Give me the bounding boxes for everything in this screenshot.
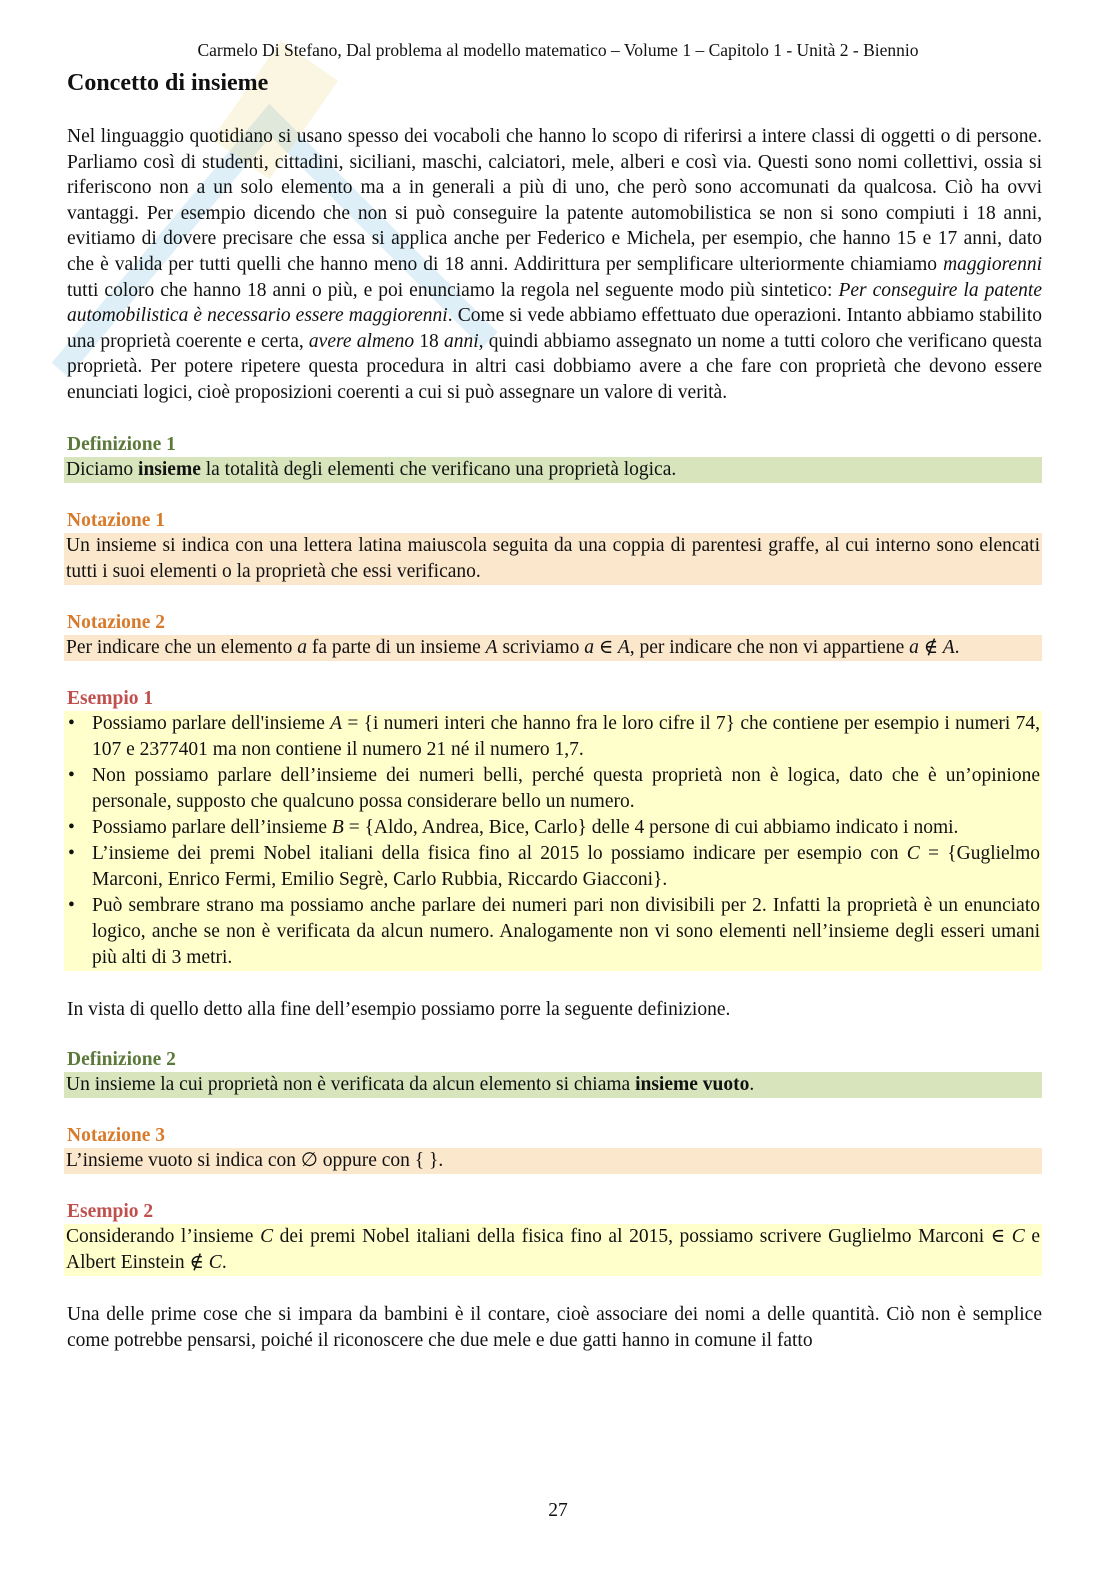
notation-2-box: Per indicare che un elemento a fa parte di un insieme A scriviamo a ∈ A, per indicare che non vi appartiene a ∉ A. — [64, 635, 1042, 661]
notation-3-box: L’insieme vuoto si indica con ∅ oppure con { }. — [64, 1148, 1042, 1174]
definition-1-label: Definizione 1 — [67, 433, 176, 455]
page-body — [67, 68, 1042, 1353]
notation-2-label: Notazione 2 — [67, 611, 166, 633]
notation-1-box: Un insieme si indica con una lettera latina maiuscola seguita da una coppia di parentesi graffe, al cui interno sono elencati tutti i suoi elementi o la proprietà che essi verificano. — [64, 533, 1042, 585]
list-item: • Possiamo parlare dell’insieme B = {Aldo, Andrea, Bice, Carlo} delle 4 persone di cui abbiamo indicato i nomi. — [66, 815, 1040, 841]
intro-paragraph: Nel linguaggio quotidiano si usano spesso dei vocaboli che hanno lo scopo di riferirsi a intere classi di oggetti o di persone. Parliamo così di studenti, cittadini, siciliani, maschi, calciatori, mele, alberi e così via. Questi sono nomi collettivi, ossia si riferiscono non a un solo elemento ma a in generali a più di uno, che però sono accomunati da qualcosa. Ciò ha ovvi vantaggi. Per esempio dicendo che non si può conseguire la patente automobilistica se non si sono compiuti i 18 anni, evitiamo di dovere precisare che essa si applica anche per Federico e Michela, per esempio, che hanno 15 e 17 anni, dato che è valida per tutti quelli che hanno meno di 18 anni. Addirittura per semplificare ulteriormente chiamiamo maggiorenni tutti coloro che hanno 18 anni o più, e poi enunciamo la regola nel seguente modo più sintetico: Per conseguire la patente automobilistica è necessario essere maggiorenni. Come si vede abbiamo effettuato due operazioni. Intanto abbiamo stabilito una proprietà coerente e certa, avere almeno 18 anni, quindi abbiamo assegnato un nome a tutti coloro che verificano questa proprietà. Per potere ripetere questa procedura in altri casi dobbiamo avere a che fare con proprietà che devono essere enunciati logici, cioè proposizioni coerenti a cui si può assegnare un valore di verità. — [67, 126, 1043, 403]
list-item: • Non possiamo parlare dell’insieme dei numeri belli, perché questa proprietà non è logica, dato che è un’opinione personale, supposto che qualcuno possa considerare bello un numero. — [66, 763, 1040, 815]
running-header: Carmelo Di Stefano, Dal problema al modello matematico – Volume 1 – Capitolo 1 - Unità 2 - Biennio — [197, 40, 919, 60]
notation-1-label: Notazione 1 — [67, 509, 166, 531]
definition-2-label: Definizione 2 — [67, 1049, 176, 1071]
closing-paragraph: Una delle prime cose che si impara da bambini è il contare, cioè associare dei nomi a delle quantità. Ciò non è semplice come potrebbe pensarsi, poiché il riconoscere che due mele e due gatti hanno in comune il fatto — [67, 1304, 1042, 1351]
definition-2-box: Un insieme la cui proprietà non è verificata da alcun elemento si chiama insieme vuoto. — [64, 1072, 1042, 1098]
list-item: • L’insieme dei premi Nobel italiani della fisica fino al 2015 lo possiamo indicare per esempio con C = {Guglielmo Marconi, Enrico Fermi, Emilio Segrè, Carlo Rubbia, Riccardo Giacconi}. — [66, 841, 1040, 893]
list-item: • Possiamo parlare dell'insieme A = {i numeri interi che hanno fra le loro cifre il 7} che contiene per esempio i numeri 74, 107 e 2377401 ma non contiene il numero 21 né il numero 1,7. — [66, 711, 1040, 763]
page-number: 27 — [548, 1500, 568, 1521]
example-2-box: Considerando l’insieme C dei premi Nobel italiani della fisica fino al 2015, possiamo scrivere Guglielmo Marconi ∈ C e Albert Einstein ∉ C. — [64, 1224, 1042, 1276]
transition-paragraph: In vista di quello detto alla fine dell’esempio possiamo porre la seguente definizione. — [67, 998, 731, 1020]
example-1-box — [64, 711, 1042, 971]
definition-1-box: Diciamo insieme la totalità degli elementi che verificano una proprietà logica. — [64, 457, 1042, 483]
example-1-label: Esempio 1 — [67, 687, 154, 709]
example-2-label: Esempio 2 — [67, 1201, 154, 1223]
notation-3-label: Notazione 3 — [67, 1125, 166, 1147]
list-item: • Può sembrare strano ma possiamo anche parlare dei numeri pari non divisibili per 2. Infatti la proprietà è un enunciato logico, anche se non è verificata da alcun numero. Analogamente non vi sono elementi nell’insieme degli esseri umani più alti di 3 metri. — [66, 893, 1040, 971]
section-title: Concetto di insieme — [67, 70, 269, 96]
